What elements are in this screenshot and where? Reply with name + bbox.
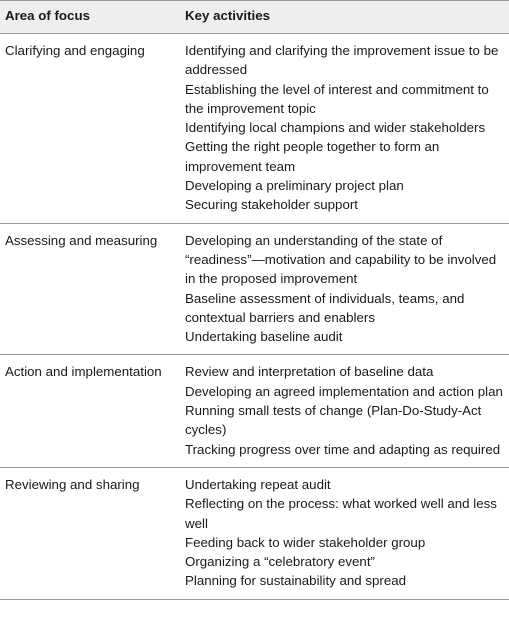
area-cell: Reviewing and sharing [0,467,183,599]
header-key-activities: Key activities [183,1,509,34]
area-cell: Assessing and measuring [0,223,183,355]
activity-item: Identifying local champions and wider stakeholders [185,120,486,136]
activity-item: Review and interpretation of baseline data [185,364,434,380]
activities-cell [183,223,509,355]
activity-item: Tracking progress over time and adapting as required [185,441,501,457]
activity-item: Establishing the level of interest and commitment to the improvement topic [185,81,489,116]
table-row [0,34,509,224]
activity-item: Undertaking repeat audit [185,476,331,492]
activity-item: Developing an agreed implementation and action plan [185,383,503,399]
activity-item: Developing a preliminary project plan [185,178,404,194]
activity-item: Planning for sustainability and spread [185,573,407,589]
activity-item: Undertaking baseline audit [185,329,343,345]
table-row [0,467,509,599]
activity-item: Identifying and clarifying the improvement issue to be addressed [185,43,499,78]
header-row [0,1,509,34]
activity-item: Baseline assessment of individuals, teams, and contextual barriers and enablers [185,290,465,325]
area-cell: Action and implementation [0,355,183,467]
area-cell: Clarifying and engaging [0,34,183,224]
activity-item: Running small tests of change (Plan-Do-Study-Act cycles) [185,403,482,438]
activities-cell [183,355,509,467]
activity-item: Securing stakeholder support [185,197,358,213]
activity-item: Reflecting on the process: what worked well and less well [185,496,497,531]
activity-item: Feeding back to wider stakeholder group [185,534,426,550]
table-body [0,34,509,600]
activity-item: Organizing a “celebratory event” [185,554,375,570]
table-row [0,223,509,355]
activities-cell [183,34,509,224]
activity-item: Developing an understanding of the state of “readiness”—motivation and capability to be involved in the proposed improvement [185,232,497,287]
activity-item: Getting the right people together to form an improvement team [185,139,440,174]
header-area-of-focus: Area of focus [0,1,183,34]
activities-cell [183,467,509,599]
table-header [0,1,509,34]
table-row [0,355,509,467]
